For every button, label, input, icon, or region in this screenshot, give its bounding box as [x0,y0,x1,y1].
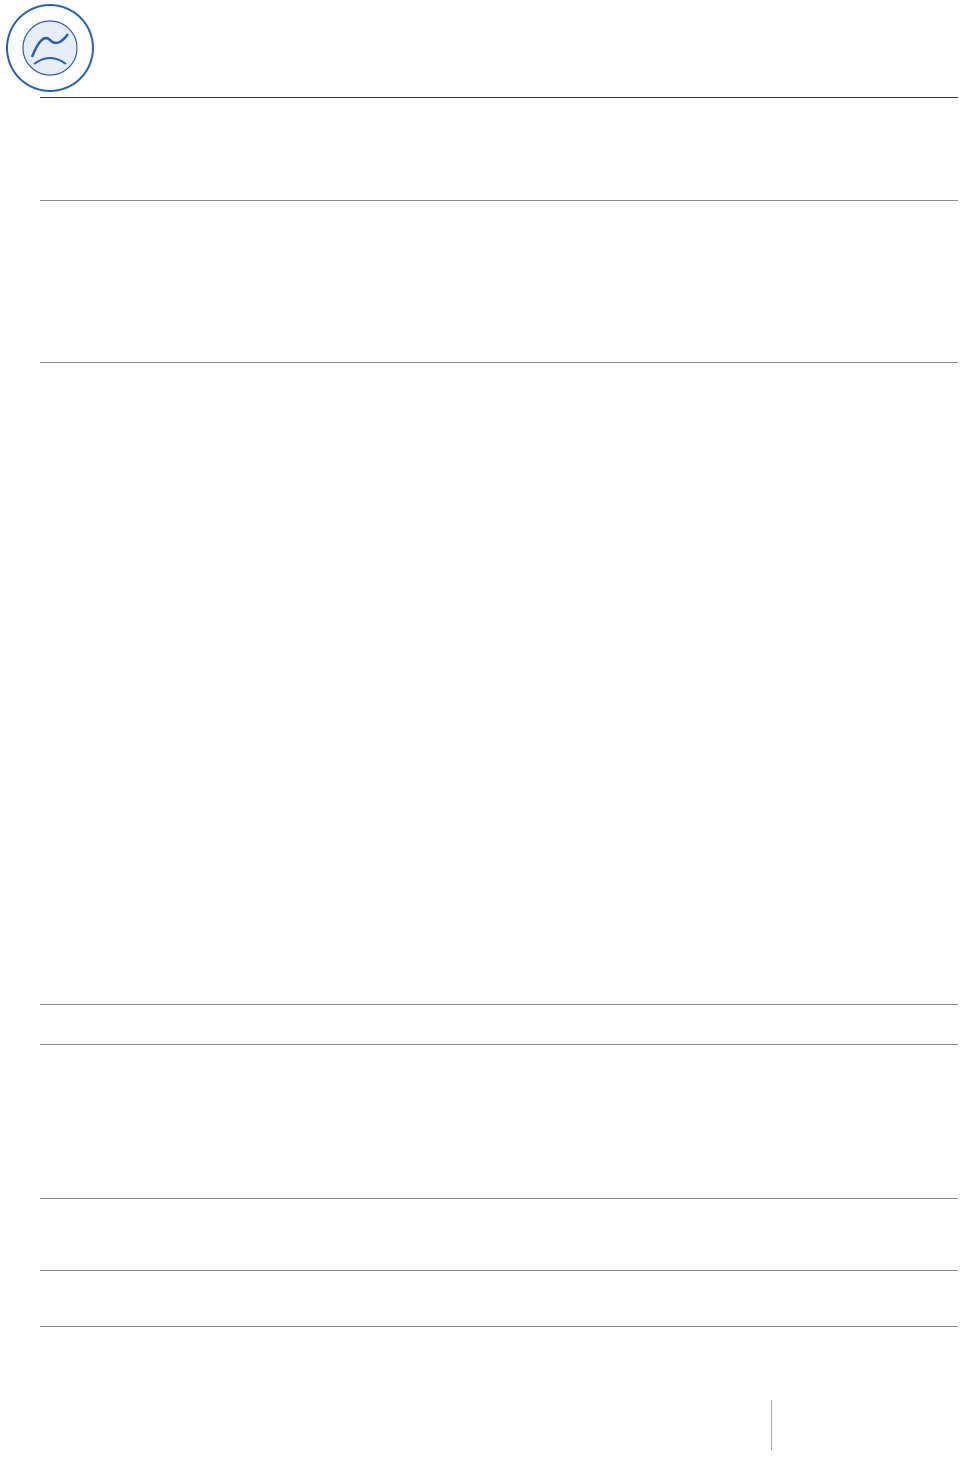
vydaje-total-divider-top [40,1004,958,1005]
fin-header-divider [40,1198,958,1199]
income-divider [40,200,958,201]
page-number-bar [771,1400,772,1450]
fin-total-divider-bottom [40,1326,958,1327]
header-rule [40,97,958,98]
vydaje-header-divider [40,362,958,363]
fin-total-divider-top [40,1270,958,1271]
vydaje-total-divider-bottom [40,1044,958,1045]
mikroregion-logo [2,2,98,94]
